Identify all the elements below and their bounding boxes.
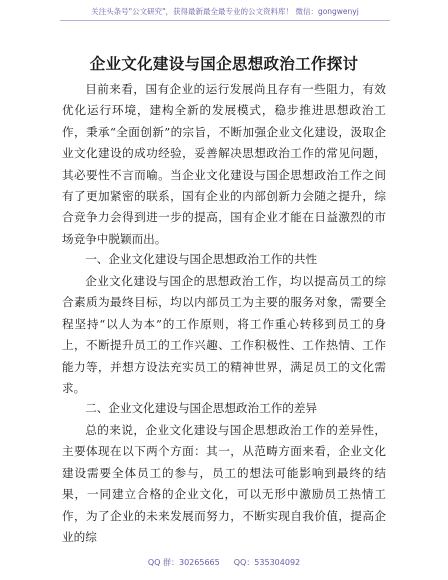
- section-1-heading: 一、企业文化建设与国企思想政治工作的共性: [85, 252, 318, 266]
- section-1-paragraph: 企业文化建设与国企的思想政治工作，均以提高员工的综合素质为最终目标，均以内部员工为主要的服务对象，需要全程坚持“以人为本”的工作原则，将工作重心转移到员工的身上，不断提升员工的工作兴趣、工作积极性、工作热情、工作能力等，并想方设法充实员工的精神世界，满足员工的文化需求。: [62, 274, 386, 396]
- header-promo-note: 关注头条号"公文研究"，获得最新最全最专业的公文资料库！ 微信：gongwenyj: [60, 6, 390, 21]
- footer-contact: [0, 557, 448, 568]
- section-2-heading: 二、企业文化建设与国企思想政治工作的差异: [85, 401, 318, 415]
- footer-qq: QQ：535304092: [233, 558, 301, 567]
- footer-qq-group: QQ 群：30265665: [147, 558, 220, 567]
- document-title: 企业文化建设与国企思想政治工作探讨: [89, 54, 359, 73]
- section-2-paragraph: 总的来说，企业文化建设与国企思想政治工作的差异性，主要体现在以下两个方面：其一，从范畴方面来看，企业文化建设需要全体员工的参与，员工的想法可能影响到最终的结果，一同建立合格的企业文化，可以无形中激励员工热情工作，为了企业的未来发展而努力，不断实现自我价值，提高企业的综: [62, 423, 386, 545]
- intro-paragraph: 目前来看，国有企业的运行发展尚且存有一些阻力，有效优化运行环境，建构全新的发展模式，稳步推进思想政治工作，秉承“全面创新”的宗旨，不断加强企业文化建设，汲取企业文化建设的成功经验，妥善解决思想政治工作的常见问题，其必要性不言而喻。当企业文化建设与国企思想政治工作之间有了更加紧密的联系，国有企业的内部创新力会随之提升，综合竞争力会得到进一步的提高，国有企业才能在日益激烈的市场竞争中脱颖而出。: [62, 82, 386, 246]
